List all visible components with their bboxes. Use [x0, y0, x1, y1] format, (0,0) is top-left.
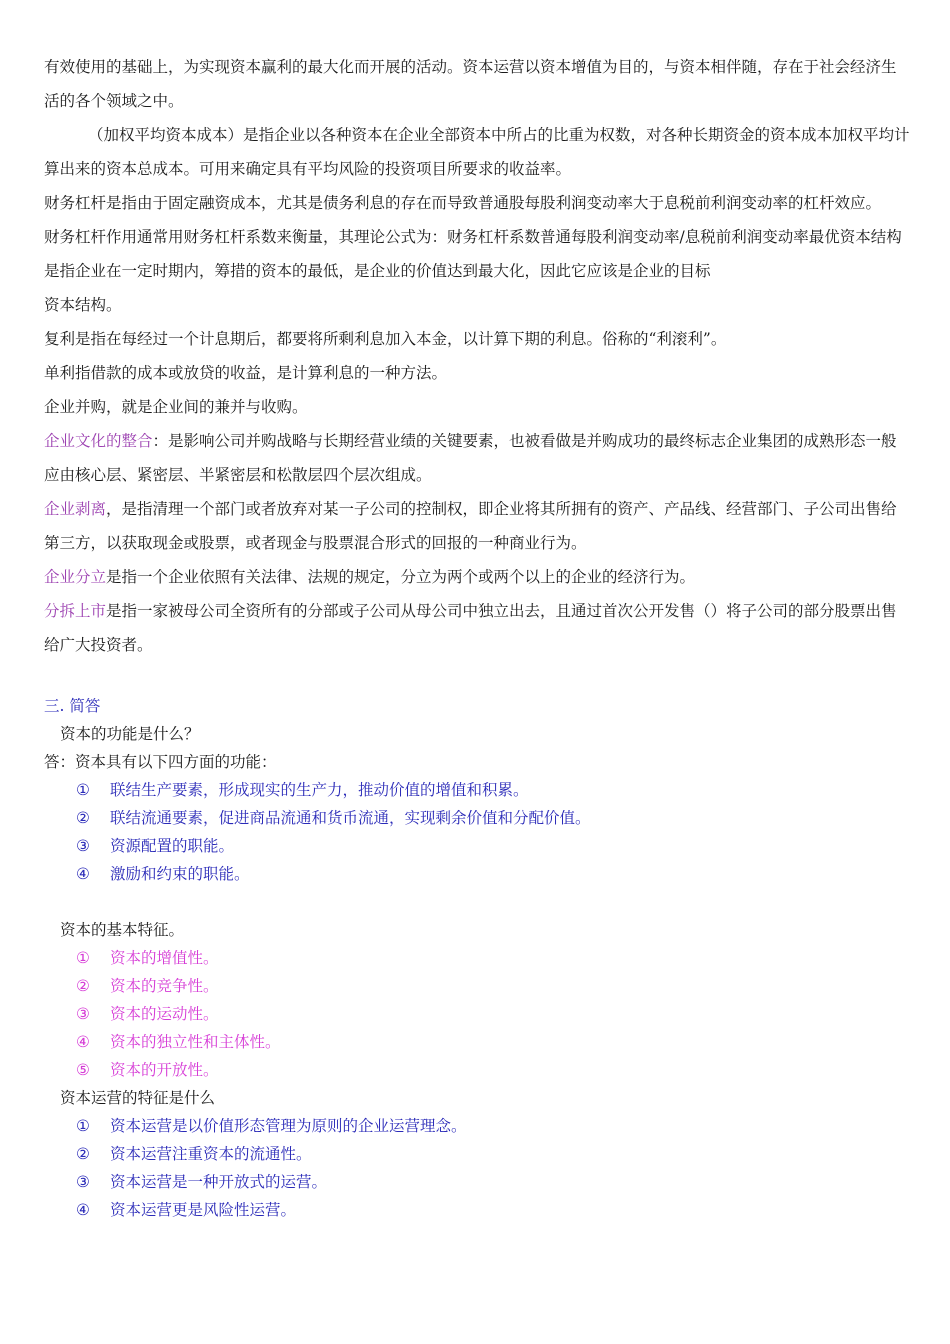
list-item: ① 联结生产要素，形成现实的生产力，推动价值的增值和积累。 — [76, 781, 529, 799]
paragraph-mergers: 企业并购，就是企业间的兼并与收购。 — [44, 398, 308, 416]
text-culture-integration: ：是影响公司并购战略与长期经营业绩的关键要素，也被看做是并购成功的最终标志企业集团的成熟形态一般应由核心层、紧密层、半紧密层和松散层四个层次组成。 — [44, 432, 897, 484]
section-heading: 三. 简答 — [44, 697, 101, 715]
term-culture-integration: 企业文化的整合 — [44, 432, 153, 450]
paragraph-split — [44, 560, 910, 594]
paragraph-leverage-formula-end: 资本结构。 — [44, 296, 122, 314]
list-item: ③ 资本运营是一种开放式的运营。 — [76, 1173, 328, 1191]
paragraph-divestiture — [44, 492, 910, 560]
paragraph-wacc: （加权平均资本成本）是指企业以各种资本在企业全部资本中所占的比重为权数，对各种长期资金的资本成本加权平均计算出来的资本总成本。可用来确定具有平均风险的投资项目所要求的收益率。 — [44, 126, 910, 178]
short-answer-section — [44, 692, 910, 1224]
paragraph-compound-interest: 复利是指在每经过一个计息期后，都要将所剩利息加入本金，以计算下期的利息。俗称的“利滚利”。 — [44, 330, 727, 348]
list-item: ② 资本的竞争性。 — [76, 977, 219, 995]
document-page — [44, 50, 910, 1224]
text-spin-off: 是指一家被母公司全资所有的分部或子公司从母公司中独立出去，且通过首次公开发售（）将子公司的部分股票出售给广大投资者。 — [44, 602, 897, 654]
list-item: ② 联结流通要素，促进商品流通和货币流通，实现剩余价值和分配价值。 — [76, 809, 591, 827]
text-split: 是指一个企业依照有关法律、法规的规定，分立为两个或两个以上的企业的经济行为。 — [106, 568, 696, 586]
term-split: 企业分立 — [44, 568, 107, 586]
list-operation-features — [44, 1112, 910, 1224]
term-spin-off: 分拆上市 — [44, 602, 107, 620]
paragraph-culture-integration — [44, 424, 910, 492]
list-item: ① 资本的增值性。 — [76, 949, 219, 967]
list-item: ② 资本运营注重资本的流通性。 — [76, 1145, 312, 1163]
paragraph-capital-operation: 有效使用的基础上，为实现资本赢利的最大化而开展的活动。资本运营以资本增值为目的，与资本相伴随，存在于社会经济生活的各个领域之中。 — [44, 58, 897, 110]
list-item: ④ 资本的独立性和主体性。 — [76, 1033, 281, 1051]
question-1: 资本的功能是什么？ — [60, 725, 200, 743]
paragraph-spin-off — [44, 594, 910, 662]
list-item: ④ 资本运营更是风险性运营。 — [76, 1201, 297, 1219]
paragraph-leverage-formula: 财务杠杆作用通常用财务杠杆系数来衡量，其理论公式为：财务杠杆系数普通每股利润变动率/息税前利润变动率最优资本结构是指企业在一定时期内，筹措的资本的最低，是企业的价值达到最大化，因此它应该是企业的目标 — [44, 228, 902, 280]
list-capital-functions — [44, 776, 910, 888]
list-capital-features — [44, 944, 910, 1084]
text-divestiture: ，是指清理一个部门或者放弃对某一子公司的控制权，即企业将其所拥有的资产、产品线、经营部门、子公司出售给第三方，以获取现金或股票，或者现金与股票混合形式的回报的一种商业行为。 — [44, 500, 897, 552]
question-2: 资本的基本特征。 — [60, 921, 185, 939]
list-item: ③ 资本的运动性。 — [76, 1005, 219, 1023]
paragraph-financial-leverage: 财务杠杆是指由于固定融资成本，尤其是债务利息的存在而导致普通股每股利润变动率大于息税前利润变动率的杠杆效应。 — [44, 194, 882, 212]
term-divestiture: 企业剥离 — [44, 500, 107, 518]
list-item: ⑤ 资本的开放性。 — [76, 1061, 219, 1079]
list-item: ① 资本运营是以价值形态管理为原则的企业运营理念。 — [76, 1117, 467, 1135]
question-3: 资本运营的特征是什么 — [60, 1089, 216, 1107]
list-item: ③ 资源配置的职能。 — [76, 837, 235, 855]
paragraph-simple-interest: 单利指借款的成本或放贷的收益，是计算利息的一种方法。 — [44, 364, 448, 382]
answer-1-intro: 答：资本具有以下四方面的功能： — [44, 753, 277, 771]
list-item: ④ 激励和约束的职能。 — [76, 865, 250, 883]
